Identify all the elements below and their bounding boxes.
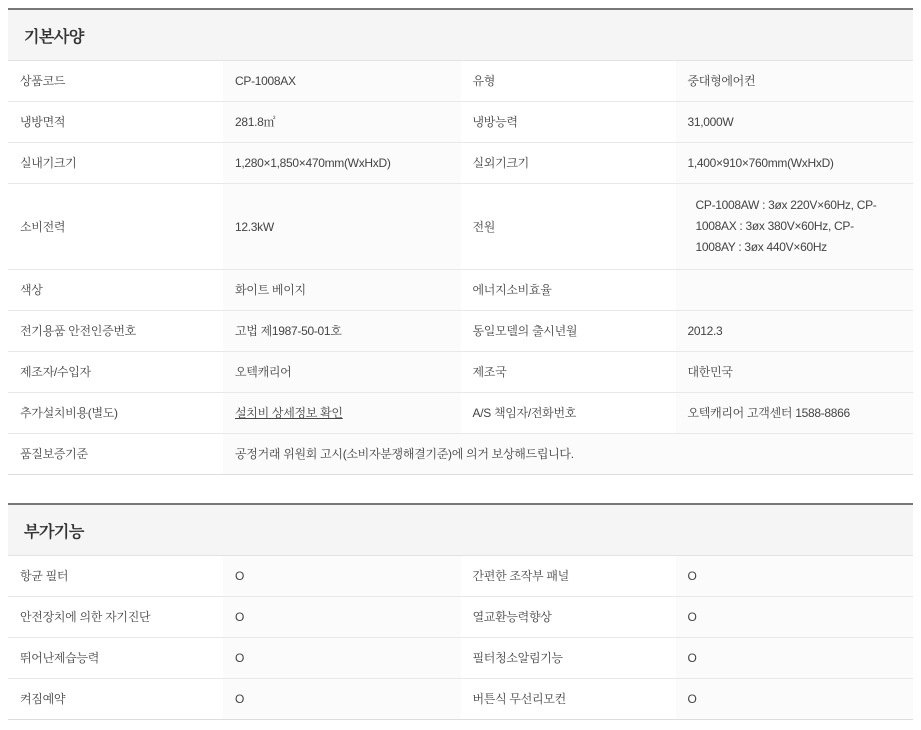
row-label: 안전장치에 의한 자기진단: [8, 597, 223, 638]
row-value: 31,000W: [676, 102, 914, 143]
row-label: 실외기크기: [461, 143, 676, 184]
row-label: 유형: [461, 61, 676, 102]
table-row: [8, 556, 913, 597]
row-label: 에너지소비효율: [461, 270, 676, 311]
row-value: O: [676, 556, 914, 597]
section-header-extra-features: [8, 505, 913, 556]
power-line-1: CP-1008AW : 3øx 220V×60Hz, CP-: [695, 198, 877, 212]
row-value: 1,400×910×760mm(WxHxD): [676, 143, 914, 184]
row-value: 대한민국: [676, 352, 914, 393]
row-label: 전원: [461, 184, 676, 270]
row-value: O: [676, 638, 914, 679]
install-fee-detail-link[interactable]: 설치비 상세정보 확인: [235, 406, 343, 420]
row-label: 품질보증기준: [8, 434, 223, 475]
row-value: O: [223, 556, 461, 597]
table-row: [8, 393, 913, 434]
row-value: 오텍캐리어 고객센터 1588-8866: [676, 393, 914, 434]
section-title: 부가기능: [24, 524, 84, 541]
row-label: 동일모델의 출시년월: [461, 311, 676, 352]
row-value: 오텍캐리어: [223, 352, 461, 393]
row-label: 열교환능력향상: [461, 597, 676, 638]
table-row: [8, 184, 913, 270]
row-value: O: [223, 679, 461, 720]
row-label: 추가설치비용(별도): [8, 393, 223, 434]
row-label: 제조자/수입자: [8, 352, 223, 393]
row-label: 필터청소알림기능: [461, 638, 676, 679]
basic-spec-table: [8, 61, 913, 474]
section-extra-features: [8, 503, 913, 720]
row-value: O: [676, 679, 914, 720]
row-label: 소비전력: [8, 184, 223, 270]
row-label: 색상: [8, 270, 223, 311]
table-row: [8, 143, 913, 184]
row-label: 전기용품 안전인증번호: [8, 311, 223, 352]
row-value: 고법 제1987-50-01호: [223, 311, 461, 352]
section-basic-spec: [8, 8, 913, 475]
row-label: 제조국: [461, 352, 676, 393]
row-value: O: [223, 638, 461, 679]
table-row: [8, 61, 913, 102]
section-divider-space: [8, 485, 913, 503]
row-value: [223, 393, 461, 434]
row-label: 냉방능력: [461, 102, 676, 143]
row-value: 281.8㎡: [223, 102, 461, 143]
table-row: [8, 638, 913, 679]
section-header-basic-spec: [8, 10, 913, 61]
row-value: 12.3kW: [223, 184, 461, 270]
table-row: [8, 352, 913, 393]
row-value: 1,280×1,850×470mm(WxHxD): [223, 143, 461, 184]
row-label: 상품코드: [8, 61, 223, 102]
row-label: 간편한 조작부 패널: [461, 556, 676, 597]
row-label: 항균 필터: [8, 556, 223, 597]
row-label: 냉방면적: [8, 102, 223, 143]
row-value: O: [223, 597, 461, 638]
row-label: 켜짐예약: [8, 679, 223, 720]
row-value-multiline: [676, 184, 914, 270]
row-label: 실내기크기: [8, 143, 223, 184]
row-label: 버튼식 무선리모컨: [461, 679, 676, 720]
table-row: [8, 679, 913, 720]
row-value: CP-1008AX: [223, 61, 461, 102]
table-row: [8, 102, 913, 143]
row-value: 2012.3: [676, 311, 914, 352]
row-value-full: 공정거래 위원회 고시(소비자분쟁해결기준)에 의거 보상해드립니다.: [223, 434, 913, 475]
table-row: [8, 311, 913, 352]
table-row: [8, 434, 913, 475]
table-row: [8, 270, 913, 311]
row-label: 뛰어난제습능력: [8, 638, 223, 679]
section-title: 기본사양: [24, 29, 84, 46]
extra-features-table: [8, 556, 913, 719]
power-line-2: 1008AX : 3øx 380V×60Hz, CP-: [695, 219, 854, 233]
table-row: [8, 597, 913, 638]
row-value: O: [676, 597, 914, 638]
row-value: 화이트 베이지: [223, 270, 461, 311]
row-value: 중대형에어컨: [676, 61, 914, 102]
row-label: A/S 책임자/전화번호: [461, 393, 676, 434]
power-line-3: 1008AY : 3øx 440V×60Hz: [695, 240, 827, 254]
row-value: [676, 270, 914, 311]
